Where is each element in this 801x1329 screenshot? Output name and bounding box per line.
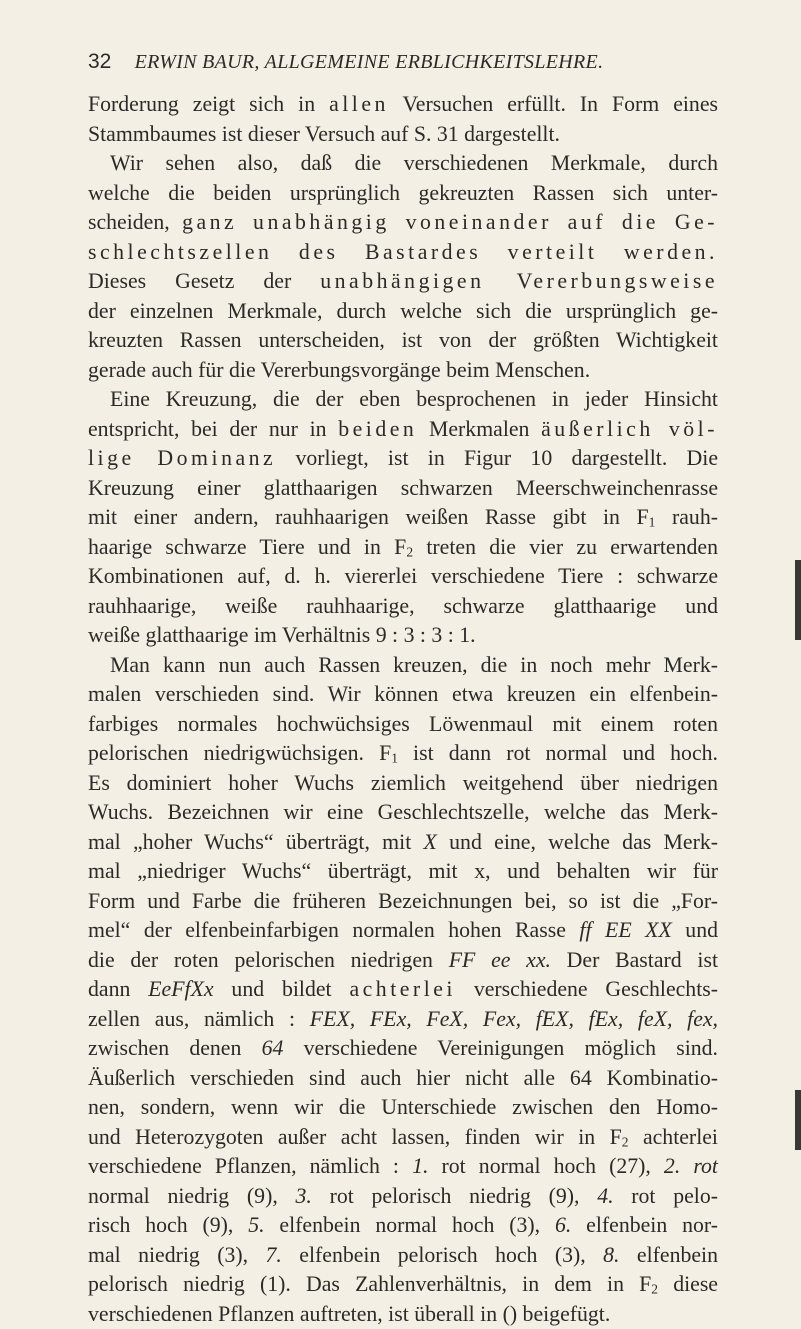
running-header (88, 49, 708, 79)
text-line-18: rauhhaarige, weiße rauhhaarige, schwarze glatthaarige und (88, 592, 718, 622)
text-line-13: lige Dominanz vorliegt, ist in Figur 10 dargestellt. Die (88, 444, 718, 474)
text-line-23: pelorischen niedrigwüchsigen. $F_1$ ist dann rot normal und hoch. (88, 739, 718, 769)
text-line-25: Wuchs. Bezeichnen wir eine Geschlechtszelle, welche das Merk- (88, 798, 718, 828)
text-line-21: malen verschieden sind. Wir können etwa kreuzen ein elfenbein- (88, 680, 718, 710)
text-line-19: weiße glatthaarige im Verhältnis 9 : 3 : 3 : 1. (88, 621, 718, 651)
text-line-17: Kombinationen auf, d. h. viererlei verschiedene Tiere : schwarze (88, 562, 718, 592)
page-edge-mark (795, 560, 801, 640)
text-line-4: welche die beiden ursprünglich gekreuzten Rassen sich unter- (88, 179, 718, 209)
text-line-28: Form und Farbe die früheren Bezeichnungen bei, so ist die „For- (88, 887, 718, 917)
text-line-36: und Heterozygoten außer acht lassen, finden wir in $F_2$ achterlei (88, 1123, 718, 1153)
text-line-26: mal „hoher Wuchs“ überträgt, mit X und eine, welche das Merk- (88, 828, 718, 858)
body-text (88, 90, 718, 1329)
text-line-37: verschiedene Pflanzen, nämlich : 1. rot normal hoch (27), 2. rot (88, 1152, 718, 1182)
running-title: ERWIN BAUR, ALLGEMEINE ERBLICHKEITSLEHRE. (135, 51, 604, 73)
text-line-22: farbiges normales hochwüchsiges Löwenmaul mit einem roten (88, 710, 718, 740)
text-line-38: normal niedrig (9), 3. rot pelorisch niedrig (9), 4. rot pelo- (88, 1182, 718, 1212)
text-line-31: dann EeFfXx und bildet achterlei verschiedene Geschlechts- (88, 975, 718, 1005)
text-line-12: entspricht, bei der nur in beiden Merkmalen äußerlich völ- (88, 415, 718, 445)
text-line-16: haarige schwarze Tiere und in $F_2$ treten die vier zu erwartenden (88, 533, 718, 563)
text-line-39: risch hoch (9), 5. elfenbein normal hoch (3), 6. elfenbein nor- (88, 1211, 718, 1241)
text-line-1: Forderung zeigt sich in allen Versuchen erfüllt. In Form eines (88, 90, 718, 120)
text-line-29: mel“ der elfenbeinfarbigen normalen hohen Rasse ff EE XX und (88, 916, 718, 946)
text-line-41: pelorisch niedrig (1). Das Zahlenverhältnis, in dem in $F_2$ diese (88, 1270, 718, 1300)
text-line-35: nen, sondern, wenn wir die Unterschiede zwischen den Homo- (88, 1093, 718, 1123)
text-line-33: zwischen denen 64 verschiedene Vereinigungen möglich sind. (88, 1034, 718, 1064)
text-line-8: der einzelnen Merkmale, durch welche sich die ursprünglich ge- (88, 297, 718, 327)
text-line-27: mal „niedriger Wuchs“ überträgt, mit x, und behalten wir für (88, 857, 718, 887)
text-line-3: Wir sehen also, daß die verschiedenen Merkmale, durch (88, 149, 718, 179)
text-line-32: zellen aus, nämlich : FEX, FEx, FeX, Fex, fEX, fEx, feX, fex, (88, 1005, 718, 1035)
text-line-24: Es dominiert hoher Wuchs ziemlich weitgehend über niedrigen (88, 769, 718, 799)
text-line-2: Stammbaumes ist dieser Versuch auf S. 31 dargestellt. (88, 120, 718, 150)
text-line-11: Eine Kreuzung, die der eben besprochenen in jeder Hinsicht (88, 385, 718, 415)
text-line-10: gerade auch für die Vererbungsvorgänge beim Menschen. (88, 356, 718, 386)
text-line-14: Kreuzung einer glatthaarigen schwarzen Meerschweinchenrasse (88, 474, 718, 504)
text-line-7: Dieses Gesetz der unabhängigen Vererbungsweise (88, 267, 718, 297)
text-line-20: Man kann nun auch Rassen kreuzen, die in noch mehr Merk- (88, 651, 718, 681)
text-line-15: mit einer andern, rauhhaarigen weißen Rasse gibt in $F_1$ rauh- (88, 503, 718, 533)
text-line-34: Äußerlich verschieden sind auch hier nicht alle 64 Kombinatio- (88, 1064, 718, 1094)
text-line-5: scheiden, ganz unabhängig voneinander auf die Ge- (88, 208, 718, 238)
page-number: 32 (88, 50, 111, 73)
text-line-6: schlechtszellen des Bastardes verteilt werden. (88, 238, 718, 268)
text-line-9: kreuzten Rassen unterscheiden, ist von der größten Wichtigkeit (88, 326, 718, 356)
text-line-42: verschiedenen Pflanzen auftreten, ist überall in () beigefügt. (88, 1300, 718, 1329)
page-edge-mark (795, 1090, 801, 1150)
text-line-40: mal niedrig (3), 7. elfenbein pelorisch hoch (3), 8. elfenbein (88, 1241, 718, 1271)
text-line-30: die der roten pelorischen niedrigen FF ee xx. Der Bastard ist (88, 946, 718, 976)
